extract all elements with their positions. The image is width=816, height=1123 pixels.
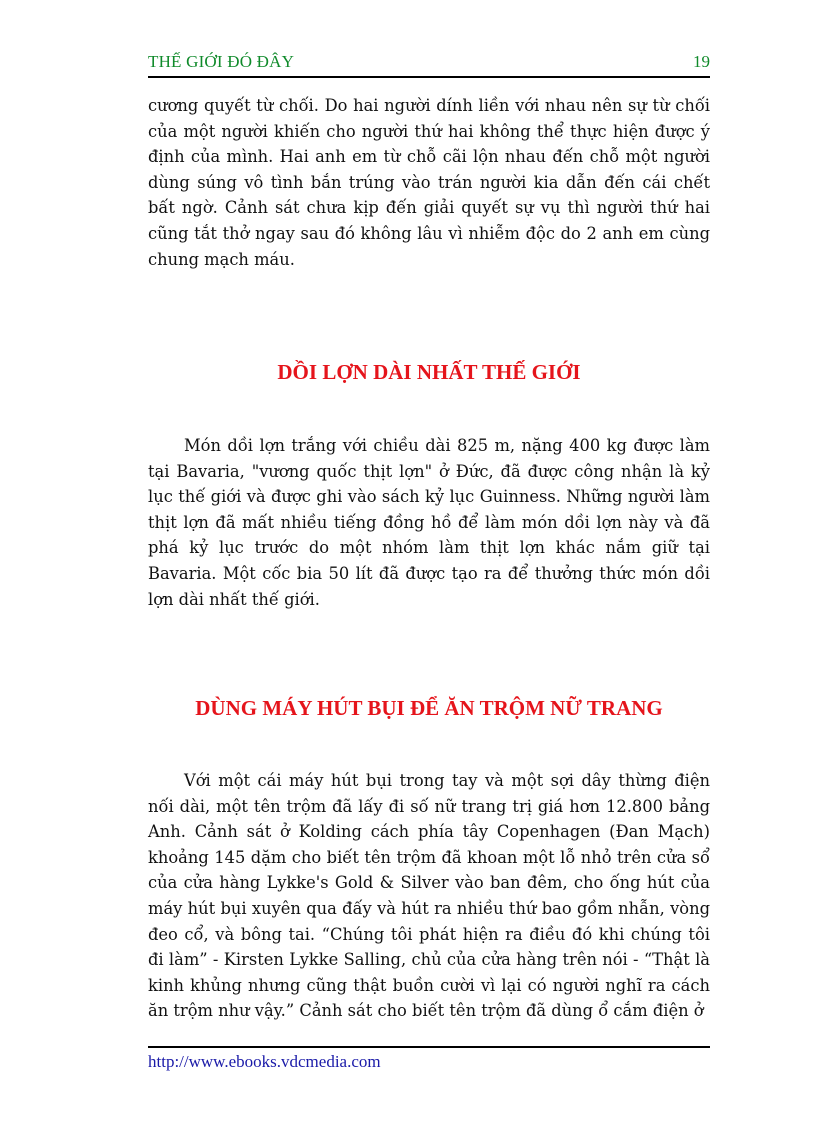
sausage-paragraph: Món dồi lợn trắng với chiều dài 825 m, nặng 400 kg được làm tại Bavaria, "vương quốc thịt lợn" ở Đức, đã được công nhận là kỷ lục thế giới và được ghi vào sách kỷ lục Guinness. Những người làm thịt lợn đã mất nhiều tiếng đồng hồ để làm món dồi lợn này và đã phá kỷ lục trước do một nhóm làm thịt lợn khác nắm giữ tại Bavaria. Một cốc bia 50 lít đã được tạo ra để thưởng thức món dồi lợn dài nhất thế giới. bbox=[148, 436, 710, 609]
vacuum-paragraph: Với một cái máy hút bụi trong tay và một sợi dây thừng điện nối dài, một tên trộm đã lấy đi số nữ trang trị giá hơn 12.800 bảng Anh. Cảnh sát ở Kolding cách phía tây Copenhagen (Đan Mạch) khoảng 145 dặm cho biết tên trộm đã khoan một lỗ nhỏ trên cửa sổ của cửa hàng Lykke's Gold & Silver vào ban đêm, cho ống hút của máy hút bụi xuyên qua đấy và hút ra nhiều thứ bao gồm nhẫn, vòng đeo cổ, và bông tai. “Chúng tôi phát hiện ra điều đó khi chúng tôi đi làm” - Kirsten Lykke Salling, chủ của cửa hàng trên nói - “Thật là kinh khủng nhưng cũng thật buồn cười vì lại có người nghĩ ra cách ăn trộm như vậy.” Cảnh sát cho biết tên trộm đã dùng ổ cắm điện ở bbox=[148, 771, 710, 1021]
footer-website-link[interactable]: http://www.ebooks.vdcmedia.com bbox=[148, 1052, 381, 1071]
book-title: THẾ GIỚI ĐÓ ĐÂY bbox=[148, 52, 295, 71]
header-divider bbox=[148, 76, 710, 78]
section-heading-vacuum: DÙNG MÁY HÚT BỤI ĐỂ ĂN TRỘM NỮ TRANG bbox=[195, 696, 663, 720]
intro-paragraph: cương quyết từ chối. Do hai người dính liền với nhau nên sự từ chối của một người khiến cho người thứ hai không thể thực hiện được ý định của mình. Hai anh em từ chỗ cãi lộn nhau đến chỗ một người dùng súng vô tình bắn trúng vào trán người kia dẫn đến cái chết bất ngờ. Cảnh sát chưa kịp đến giải quyết sự vụ thì người thứ hai cũng tắt thở ngay sau đó không lâu vì nhiễm độc do 2 anh em cùng chung mạch máu. bbox=[148, 96, 710, 269]
footer-divider bbox=[148, 1046, 710, 1048]
section-heading-sausage: DỒI LỢN DÀI NHẤT THẾ GIỚI bbox=[277, 360, 581, 384]
running-header bbox=[148, 52, 710, 76]
page-number: 19 bbox=[693, 52, 710, 71]
